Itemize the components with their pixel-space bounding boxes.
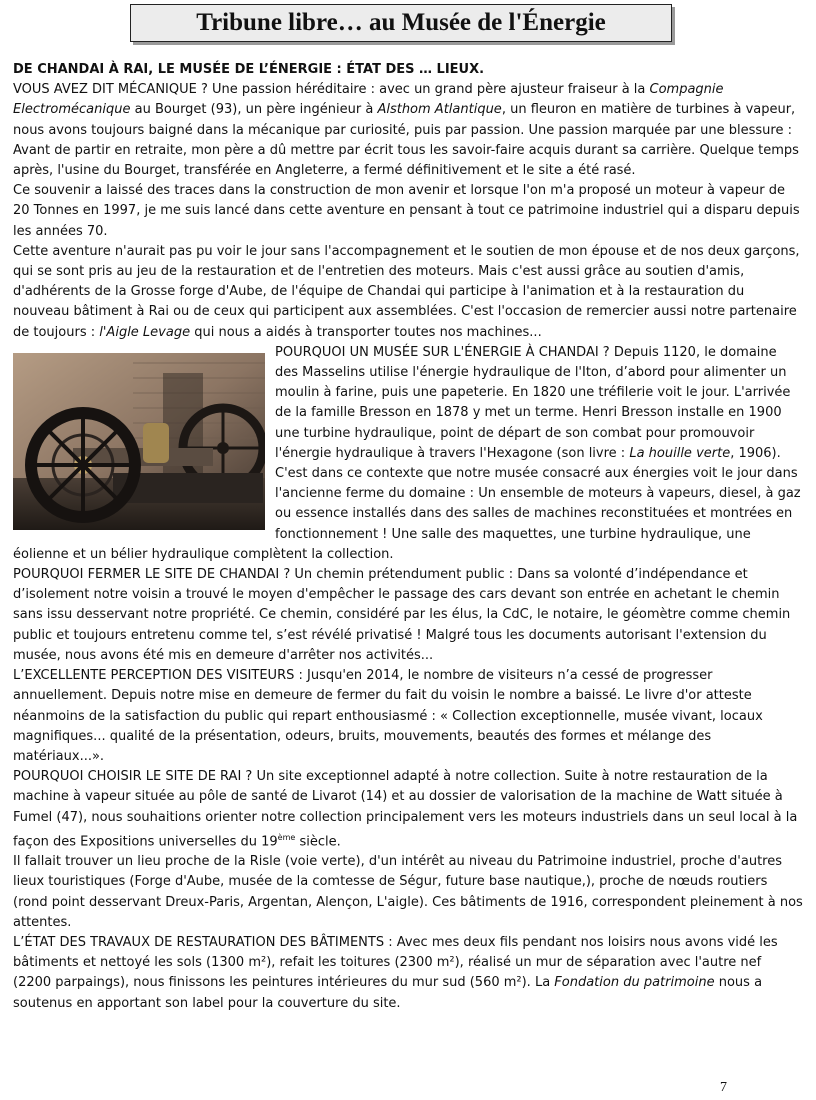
paragraph-mecanique: VOUS AVEZ DIT MÉCANIQUE ? Une passion héréditaire : avec un grand père ajusteur fraiseur à la Compagnie Electromécanique au Bourget (93), un père ingénieur à Alsthom Atlantique, un fleuron en matière de turbines à vapeur, nous avons toujours baigné dans la mécanique par curiosité, puis par passion. Une passion marquée par une blessure : Avant de partir en retraite, mon père a dû mettre par écrit tous les savoir-faire acquis durant sa carrière. Quelque temps après, l'usine du Bourget, transférée en Angleterre, a fermé définitivement et le site a été rasé. <box>13 82 799 179</box>
paragraph-lieu: Il fallait trouver un lieu proche de la Risle (voie verte), d'un intérêt au niveau du Patrimoine industriel, proche d'autres lieux touristiques (Forge d'Aube, musée de la comtesse de Ségur, future base nautique,), proche de nœuds routiers (rond point desservant Dreux-Paris, Argentan, Alençon, L'aigle). Ces bâtiments de 1916, correspondent pleinement à nos attentes. <box>13 854 803 930</box>
article-heading: DE CHANDAI À RAI, LE MUSÉE DE L’ÉNERGIE : ÉTAT DES … LIEUX. <box>13 62 485 77</box>
article-body <box>13 60 803 1014</box>
paragraph-souvenir: Ce souvenir a laissé des traces dans la construction de mon avenir et lorsque l'on m'a proposé un moteur à vapeur de 20 Tonnes en 1997, je me suis lancé dans cette aventure en pensant à tout ce patrimoine industriel qui a disparu depuis les années 70. <box>13 183 800 239</box>
paragraph-fermeture: POURQUOI FERMER LE SITE DE CHANDAI ? Un chemin prétendument public : Dans sa volonté d’indépendance et d’isolement notre voisin a trouvé le moyen d'empêcher le passage des cars devant son entrée en achetant le chemin sans issu desservant notre propriété. Ce chemin, considéré par les élus, la CdC, le notaire, le géomètre comme chemin public et toujours entretenu comme tel, s’est révélé privatisé ! Malgré tous les documents autorisant l'extension du musée, nous avons été mis en demeure d'arrêter nos activités... <box>13 567 791 663</box>
paragraph-visiteurs: L’EXCELLENTE PERCEPTION DES VISITEURS : Jusqu'en 2014, le nombre de visiteurs n’a cessé de progresser annuellement. Depuis notre mise en demeure de fermer du fait du voisin le nombre a baissé. Le livre d'or atteste néanmoins de la satisfaction du public qui repart enthousiasmé : « Collection exceptionnelle, musée vivant, locaux magnifiques... qualité de la présentation, odeurs, bruits, mouvements, beautés des formes et mélange des matériaux...». <box>13 668 763 764</box>
steam-engine-photo <box>13 353 265 530</box>
page-number: 7 <box>720 1080 727 1095</box>
paragraph-travaux: L’ÉTAT DES TRAVAUX DE RESTAURATION DES BÂTIMENTS : Avec mes deux fils pendant nos loisirs nous avons vidé les bâtiments et nettoyé les sols (1300 m²), refait les toitures (2300 m²), réalisé un mur de séparation avec l'autre nef (2200 parpaings), nous finissons les peintures intérieures du mur sud (560 m²). La Fondation du patrimoine nous a soutenus en apportant son label pour la couverture du site. <box>13 935 778 1011</box>
page-title: Tribune libre… au Musée de l'Énergie <box>196 9 606 36</box>
title-banner <box>130 4 672 42</box>
paragraph-pourquoi-musee: POURQUOI UN MUSÉE SUR L'ÉNERGIE À CHANDAI ? Depuis 1120, le domaine des Masselins utilise l'énergie hydraulique de l'Iton, d’abord pour alimenter un moulin à farine, puis une papeterie. En 1820 une tréfilerie voit le jour. L'arrivée de la famille Bresson en 1878 y met un terme. Henri Bresson installe en 1900 une turbine hydraulique, point de départ de son combat pour promouvoir l'énergie hydraulique à travers l'Hexagone (son livre : La houille verte, 1906). C'est dans ce contexte que notre musée consacré aux énergies voit le jour dans l'ancienne ferme du domaine : Un ensemble de moteurs à vapeurs, diesel, à gaz ou essence installés dans des salles de machines reconstituées et montrées en fonctionnement ! Une salle des maquettes, une turbine hydraulique, une éolienne et un bélier hydraulique complètent la collection. <box>13 344 801 562</box>
paragraph-aventure: Cette aventure n'aurait pas pu voir le jour sans l'accompagnement et le soutien de mon épouse et de nos deux garçons, qui se sont pris au jeu de la restauration et de l'entretien des moteurs. Mais c'est aussi grâce au soutien d'amis, d'adhérents de la Grosse forge d'Aube, de l'équipe de Chandai qui participe à l'animation et à la restauration du nouveau bâtiment à Rai ou de ceux qui participent aux assemblées. C'est l'occasion de remercier aussi notre partenaire de toujours : l'Aigle Levage qui nous a aidés à transporter toutes nos machines... <box>13 243 800 340</box>
paragraph-site-rai: POURQUOI CHOISIR LE SITE DE RAI ? Un site exceptionnel adapté à notre collection. Suite à notre restauration de la machine à vapeur située au pôle de santé de Livarot (14) et au dossier de valorisation de la machine de Watt située à Fumel (47), nous souhaitions orienter notre collection principalement vers les moteurs industriels dans un seul local à la façon des Expositions universelles du 19ème siècle. <box>13 769 798 850</box>
